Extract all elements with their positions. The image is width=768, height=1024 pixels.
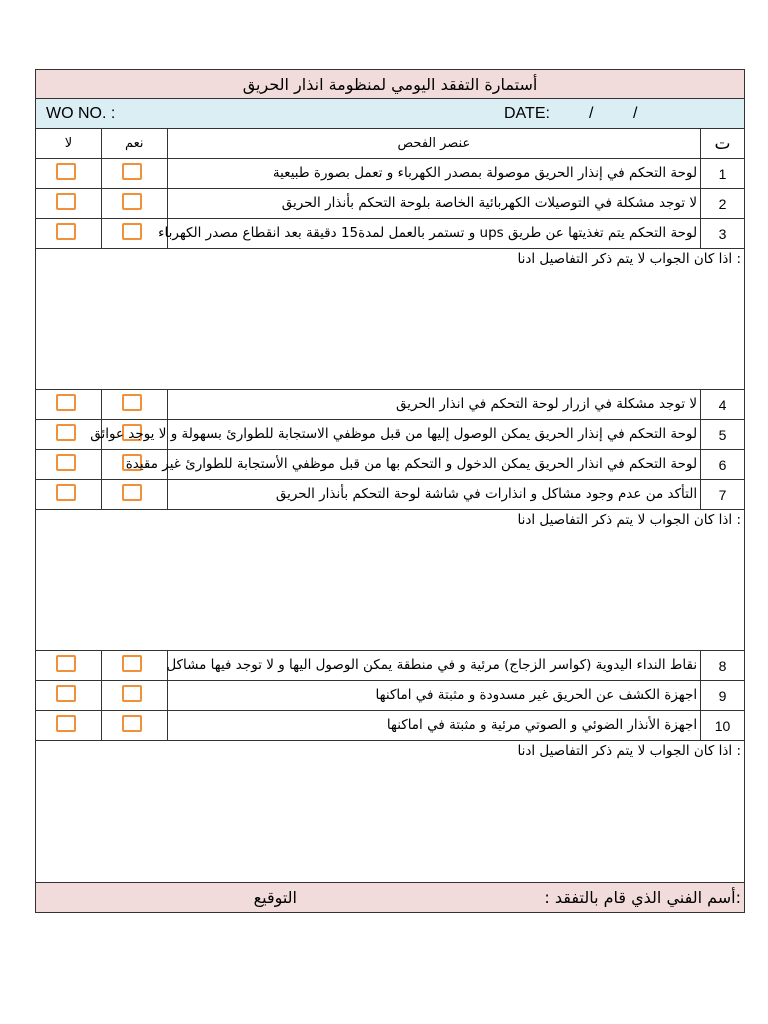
item-number: 2 — [718, 195, 727, 212]
wo-date-bar — [35, 99, 745, 129]
yes-checkbox[interactable] — [122, 223, 142, 240]
yes-cell — [102, 711, 168, 740]
table-row — [35, 651, 745, 681]
date-separator: / — [589, 105, 594, 122]
no-checkbox[interactable] — [56, 193, 76, 210]
item-number: 4 — [718, 396, 727, 413]
wo-number-label: WO NO. : — [46, 105, 116, 122]
table-row — [35, 159, 745, 189]
item-text: لوحة التحكم في إنذار الحريق موصولة بمصدر الكهرباء و تعمل بصورة طبيعية — [272, 165, 698, 181]
yes-checkbox[interactable] — [122, 715, 142, 732]
yes-cell — [102, 681, 168, 710]
date-label: DATE: — [504, 105, 550, 122]
item-text: لوحة التحكم يتم تغذيتها عن طريق ups و تستمر بالعمل لمدة15 دقيقة بعد انقطاع مصدر الكهرباء — [158, 225, 698, 241]
table-row — [35, 420, 745, 450]
header-item: عنصر الفحص — [168, 129, 701, 158]
table-row — [35, 219, 745, 249]
item-text: اجهزة الكشف عن الحريق غير مسدودة و مثبتة في اماكنها — [375, 687, 698, 703]
item-cell — [125, 450, 701, 479]
yes-cell — [102, 390, 168, 419]
table-row — [35, 450, 745, 480]
no-checkbox[interactable] — [56, 163, 76, 180]
no-cell — [36, 390, 102, 419]
header-yes: نعم — [102, 129, 168, 158]
table-row — [35, 189, 745, 219]
no-checkbox[interactable] — [56, 223, 76, 240]
table-row — [35, 681, 745, 711]
no-cell — [36, 651, 102, 680]
no-checkbox[interactable] — [56, 454, 76, 471]
yes-cell — [102, 189, 168, 218]
details-section — [35, 510, 745, 651]
no-cell — [36, 711, 102, 740]
details-section — [35, 249, 745, 390]
item-text: لوحة التحكم في انذار الحريق يمكن الدخول و التحكم بها من قبل موظفي الأستجابة للطوارئ غير مقيدة — [125, 456, 698, 472]
item-text: لا توجد مشكلة في ازرار لوحة التحكم في انذار الحريق — [396, 396, 698, 412]
item-cell — [158, 219, 701, 248]
signature-label: التوقيع — [253, 888, 297, 907]
item-number: 8 — [718, 657, 727, 674]
item-number: 3 — [718, 225, 727, 242]
no-checkbox[interactable] — [56, 655, 76, 672]
table-row — [35, 480, 745, 510]
item-cell — [168, 189, 701, 218]
item-number: 1 — [718, 165, 727, 182]
item-text: نقاط النداء اليدوية (كواسر الزجاج) مرئية و في منطقة يمكن الوصول اليها و لا توجد فيها مشاكل — [166, 657, 698, 673]
inspection-form — [35, 69, 745, 913]
technician-name-label: :أسم الفني الذي قام بالتفقد : — [544, 888, 741, 907]
details-label: : اذا كان الجواب لا يتم ذكر التفاصيل ادنا — [517, 512, 741, 528]
date-separator: / — [633, 105, 638, 122]
yes-checkbox[interactable] — [122, 394, 142, 411]
no-cell — [36, 219, 102, 248]
details-section — [35, 741, 745, 883]
yes-cell — [102, 159, 168, 188]
yes-checkbox[interactable] — [122, 484, 142, 501]
no-checkbox[interactable] — [56, 394, 76, 411]
item-text: لوحة التحكم في إنذار الحريق يمكن الوصول إليها من قبل موظفي الاستجابة للطوارئ بسهولة و لا يوجد عوائق — [90, 426, 698, 442]
table-header — [35, 129, 745, 159]
item-number: 9 — [718, 687, 727, 704]
no-checkbox[interactable] — [56, 685, 76, 702]
table-row — [35, 390, 745, 420]
yes-checkbox[interactable] — [122, 655, 142, 672]
yes-checkbox[interactable] — [122, 163, 142, 180]
no-checkbox[interactable] — [56, 424, 76, 441]
item-number: 7 — [718, 486, 727, 503]
table-row — [35, 711, 745, 741]
yes-checkbox[interactable] — [122, 685, 142, 702]
item-cell — [168, 159, 701, 188]
item-number: 5 — [718, 426, 727, 443]
details-label: : اذا كان الجواب لا يتم ذكر التفاصيل ادنا — [517, 251, 741, 267]
item-cell — [168, 480, 701, 509]
form-title-bar — [35, 69, 745, 99]
item-number: 6 — [718, 456, 727, 473]
yes-cell — [102, 480, 168, 509]
header-number: ت — [714, 133, 731, 154]
form-title: أستمارة التفقد اليومي لمنظومة انذار الحريق — [242, 74, 538, 94]
signature-bar — [35, 883, 745, 913]
no-checkbox[interactable] — [56, 715, 76, 732]
header-no: لا — [36, 129, 102, 158]
no-cell — [36, 189, 102, 218]
item-cell — [168, 651, 701, 680]
item-cell — [168, 390, 701, 419]
no-cell — [36, 681, 102, 710]
details-label: : اذا كان الجواب لا يتم ذكر التفاصيل ادنا — [517, 743, 741, 759]
item-cell — [168, 681, 701, 710]
yes-cell — [102, 651, 168, 680]
no-cell — [36, 480, 102, 509]
item-cell — [168, 711, 701, 740]
item-text: لا توجد مشكلة في التوصيلات الكهربائية الخاصة بلوحة التحكم بأنذار الحريق — [281, 195, 698, 211]
item-number: 10 — [714, 717, 731, 734]
no-checkbox[interactable] — [56, 484, 76, 501]
yes-checkbox[interactable] — [122, 193, 142, 210]
item-cell — [90, 420, 701, 449]
item-text: اجهزة الأنذار الضوئي و الصوتي مرئية و مثبتة في اماكنها — [386, 717, 698, 733]
item-text: التأكد من عدم وجود مشاكل و انذارات في شاشة لوحة التحكم بأنذار الحريق — [275, 486, 698, 502]
no-cell — [36, 159, 102, 188]
no-cell — [36, 450, 102, 479]
